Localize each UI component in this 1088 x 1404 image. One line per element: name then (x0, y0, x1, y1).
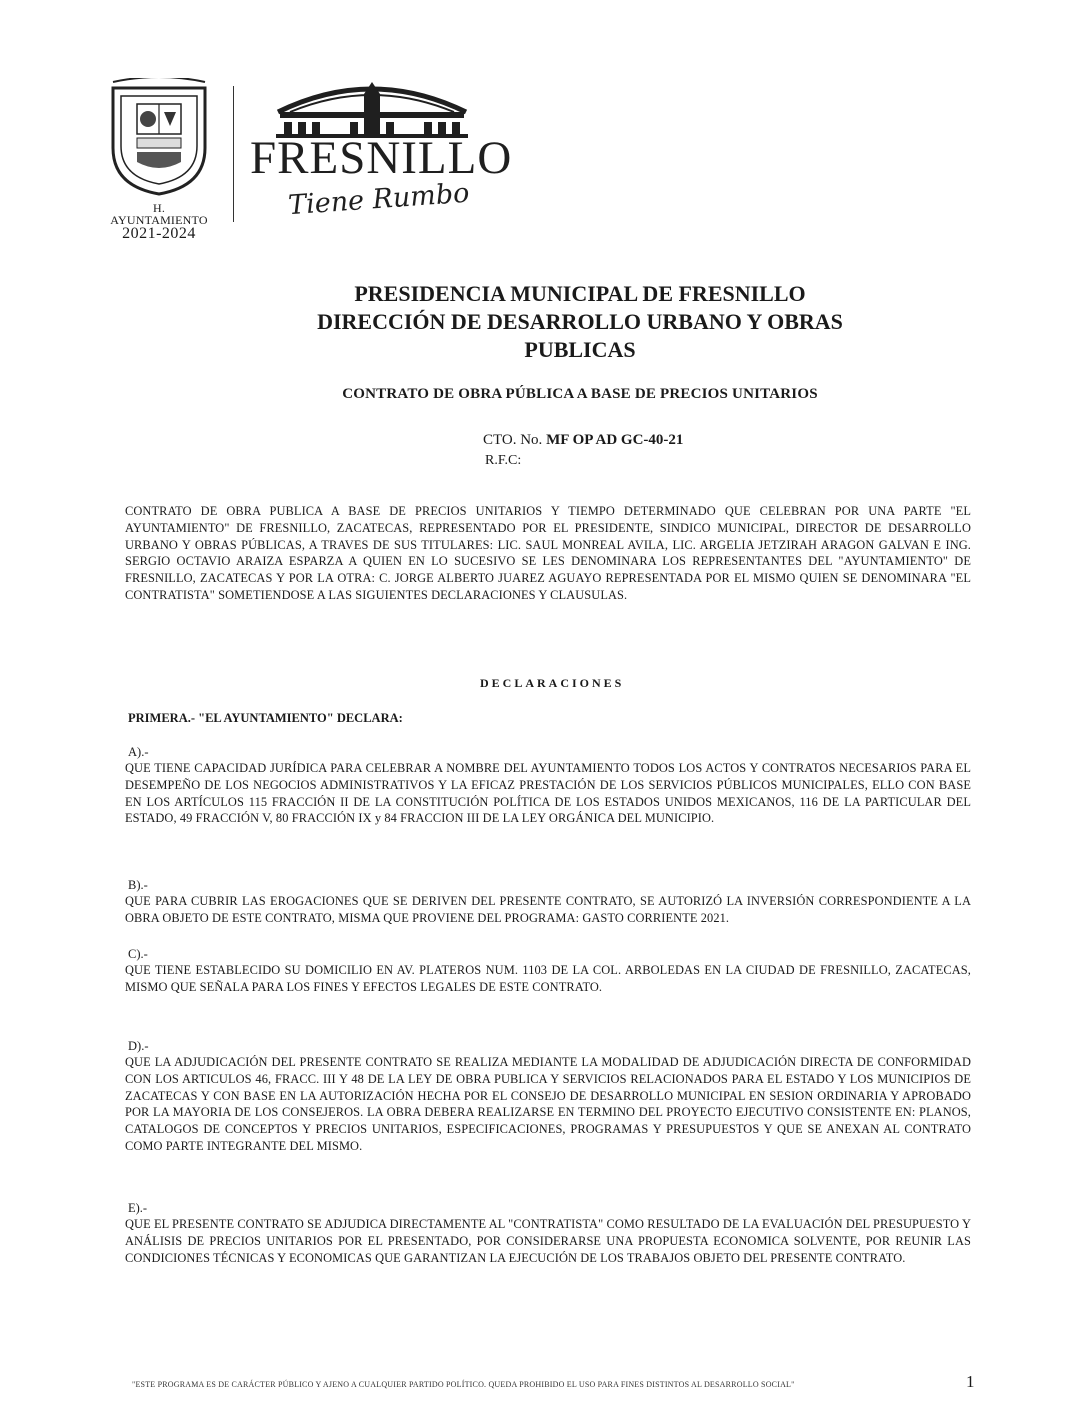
header-divider (233, 86, 234, 222)
section-d-text: QUE LA ADJUDICACIÓN DEL PRESENTE CONTRATO SE REALIZA MEDIANTE LA MODALIDAD DE ADJUDICACIÓN DIRECTA DE CONFORMIDAD CON LOS ARTICULOS 46, FRACC. III Y 48 DE LA LEY DE OBRA PUBLICA Y SERVICIOS RELACIONADOS PARA EL ESTADO Y LOS MUNICIPIOS DE ZACATECAS Y CON BASE EN LA AUTORIZACIÓN HECHA POR EL CONSEJO DE DESARROLLO MUNICIPAL EN SESION ORDINARIA Y APROBADO POR LA MAYORIA DE LOS CONSEJEROS. LA OBRA DEBERA REALIZARSE EN TERMINO DEL PROYECTO EJECUTIVO CONSISTENTE EN: PLANOS, CATALOGOS DE CONCEPTOS Y PRECIOS UNITARIOS, ESPECIFICACIONES, PROGRAMAS Y PRESUPUESTOS Y QUE SE ANEXAN AL CONTRATO COMO PARTE INTEGRANTE DEL MISMO. (125, 1055, 971, 1153)
contract-subtitle: CONTRATO DE OBRA PÚBLICA A BASE DE PRECIOS UNITARIOS (342, 386, 818, 402)
page-number: 1 (966, 1372, 975, 1391)
section-e-text: QUE EL PRESENTE CONTRATO SE ADJUDICA DIRECTAMENTE AL "CONTRATISTA" COMO RESULTADO DE LA EVALUACIÓN DEL PRESUPUESTO Y ANÁLISIS DE PRECIOS UNITARIOS POR EL PRESENTADO, POR CONSIDERARSE UNA PROPUESTA ECONOMICA SOLVENTE, POR REUNIR LAS CONDICIONES TÉCNICAS Y ECONOMICAS QUE GARANTIZAN LA EJECUCIÓN DE LOS TRABAJOS OBJETO DEL PRESENTE CONTRATO. (125, 1217, 971, 1265)
declaraciones-heading: DECLARACIONES (480, 676, 625, 690)
municipal-seal-icon (107, 78, 211, 196)
section-e-label: E).- (128, 1201, 148, 1215)
title-line-1: PRESIDENCIA MUNICIPAL DE FRESNILLO (354, 281, 806, 306)
footer-disclaimer: "ESTE PROGRAMA ES DE CARÁCTER PÚBLICO Y AJENO A CUALQUIER PARTIDO POLÍTICO. QUEDA PROHIBIDO EL USO PARA FINES DISTINTOS AL DESARROLLO SOCIAL" (132, 1380, 795, 1389)
section-d-label: D).- (128, 1039, 149, 1053)
rfc-label: R.F.C: (485, 453, 522, 468)
brand-name: FRESNILLO (250, 132, 513, 184)
seal-caption: H. AYUNTAMIENTO (110, 201, 208, 227)
municipal-seal-block (104, 78, 214, 242)
title-line-3: PUBLICAS (524, 337, 636, 362)
section-c-text: QUE TIENE ESTABLECIDO SU DOMICILIO EN AV. PLATEROS NUM. 1103 DE LA COL. ARBOLEDAS EN LA CIUDAD DE FRESNILLO, ZACATECAS, MISMO QUE SEÑALA PARA LOS FINES Y EFECTOS LEGALES DE ESTE CONTRATO. (125, 963, 971, 994)
brand-tagline: Tiene Rumbo (287, 177, 471, 222)
contract-number (483, 432, 683, 449)
section-a-label: A).- (128, 745, 149, 759)
primera-heading: PRIMERA.- "EL AYUNTAMIENTO" DECLARA: (128, 711, 403, 725)
contract-number-value: MF OP AD GC-40-21 (546, 432, 684, 448)
seal-years: 2021-2024 (122, 225, 196, 242)
section-c-label: C).- (128, 947, 148, 961)
section-a-text: QUE TIENE CAPACIDAD JURÍDICA PARA CELEBRAR A NOMBRE DEL AYUNTAMIENTO TODOS LOS ACTOS Y CONTRATOS NECESARIOS PARA EL DESEMPEÑO DE LOS NEGOCIOS ADMINISTRATIVOS Y LA EFICAZ PRESTACIÓN DE LOS SERVICIOS PÚBLICOS MUNICIPALES, ELLO CON BASE EN LOS ARTÍCULOS 115 FRACCIÓN II DE LA CONSTITUCIÓN POLÍTICA DE LOS ESTADOS UNIDOS MEXICANOS, 116 DE LA PARTICULAR DEL ESTADO, 49 FRACCIÓN V, 80 FRACCIÓN IX y 84 FRACCION III DE LA LEY ORGÁNICA DEL MUNICIPIO. (125, 761, 971, 826)
intro-paragraph: CONTRATO DE OBRA PUBLICA A BASE DE PRECIOS UNITARIOS Y TIEMPO DETERMINADO QUE CELEBRAN POR UNA PARTE "EL AYUNTAMIENTO" DE FRESNILLO, ZACATECAS, REPRESENTADO POR EL PRESIDENTE, SINDICO MUNICIPAL, DIRECTOR DE DESARROLLO URBANO Y OBRAS PÚBLICAS, A TRAVES DE SUS TITULARES: LIC. SAUL MONREAL AVILA, LIC. ARGELIA JETZIRAH ARAGON GALVAN E ING. SERGIO OCTAVIO ARAIZA ESPARZA A QUIEN EN LO SUCESIVO SE LES DENOMINARA LOS REPRESENTANTES DEL "AYUNTAMIENTO" DE FRESNILLO, ZACATECAS Y POR LA OTRA: C. JORGE ALBERTO JUAREZ AGUAYO REPRESENTADA POR EL MISMO QUIEN SE DENOMINARA "EL CONTRATISTA" SOMETIENDOSE A LAS SIGUIENTES DECLARACIONES Y CLAUSULAS. (125, 504, 971, 602)
section-b-label: B).- (128, 878, 148, 892)
title-line-2: DIRECCIÓN DE DESARROLLO URBANO Y OBRAS (317, 309, 843, 334)
section-b-text: QUE PARA CUBRIR LAS EROGACIONES QUE SE DERIVEN DEL PRESENTE CONTRATO, SE AUTORIZÓ LA INVERSIÓN CORRESPONDIENTE A LA OBRA OBJETO DE ESTE CONTRATO, MISMA QUE PROVIENE DEL PROGRAMA: GASTO CORRIENTE 2021. (125, 894, 971, 925)
contract-number-label: CTO. No. (483, 432, 543, 448)
